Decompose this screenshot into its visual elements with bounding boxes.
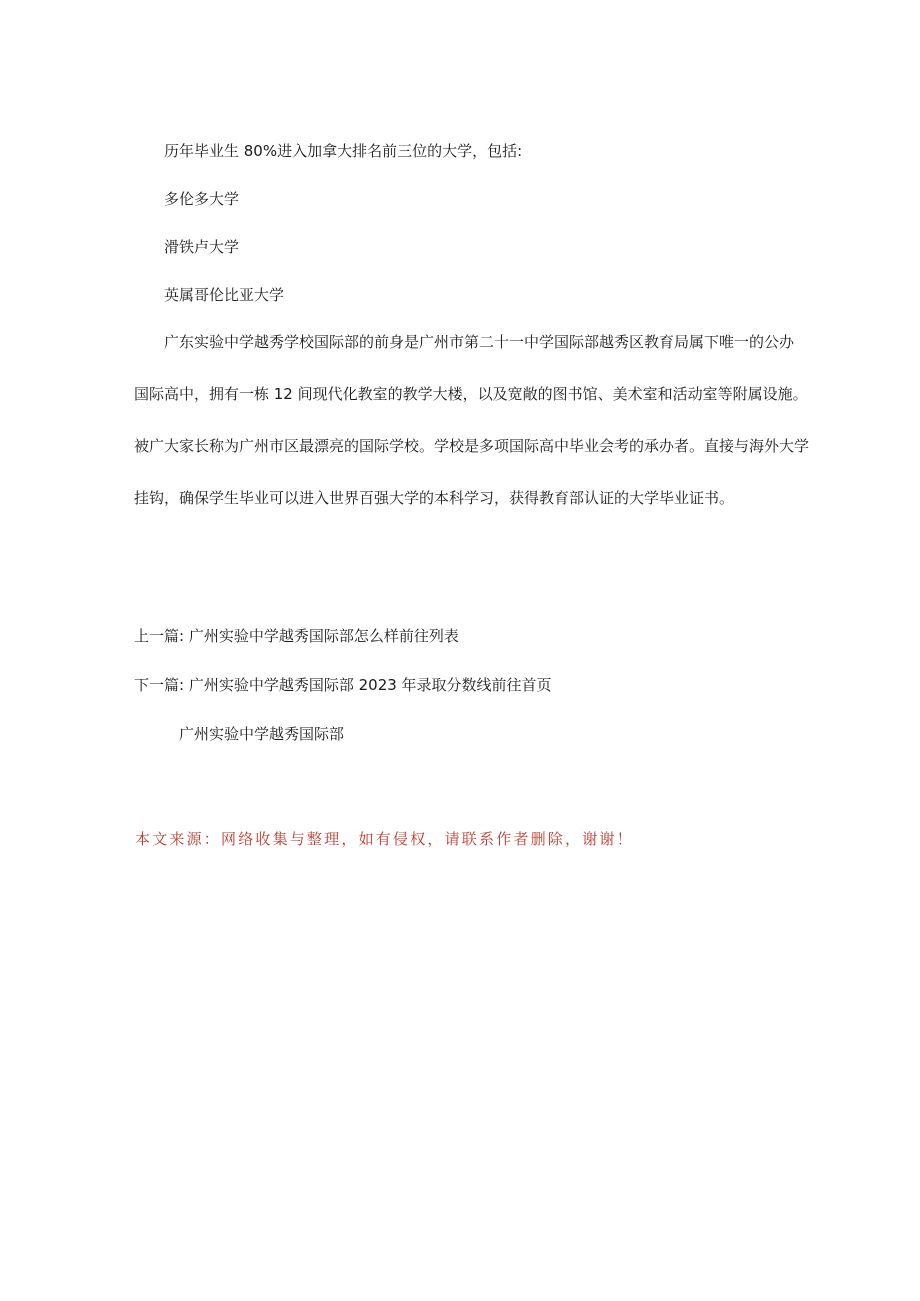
- school-description: [134, 332, 810, 540]
- description-line: 挂钩，确保学生毕业可以进入世界百强大学的本科学习，获得教育部认证的大学毕业证书。: [134, 489, 735, 507]
- intro-sentence: 历年毕业生 80%进入加拿大排名前三位的大学，包括:: [164, 142, 523, 160]
- description-line: 被广大家长称为广州市区最漂亮的国际学校。学校是多项国际高中毕业会考的承办者。直接与海外大学: [134, 437, 810, 455]
- university-item: 多伦多大学: [164, 190, 240, 208]
- description-line: 广东实验中学越秀学校国际部的前身是广州市第二十一中学国际部越秀区教育局属下唯一的公办: [164, 333, 795, 351]
- university-item: 英属哥伦比亚大学: [164, 286, 285, 304]
- footer-title: 广州实验中学越秀国际部: [179, 725, 345, 743]
- previous-label: 上一篇:: [134, 627, 185, 645]
- previous-article: [134, 626, 459, 646]
- previous-article-link[interactable]: 广州实验中学越秀国际部怎么样前往列表: [188, 627, 459, 645]
- university-item: 滑铁卢大学: [164, 238, 240, 256]
- next-article-link[interactable]: 广州实验中学越秀国际部 2023 年录取分数线前往首页: [188, 676, 552, 694]
- next-label: 下一篇:: [134, 676, 185, 694]
- description-line: 国际高中，拥有一栋 12 间现代化教室的教学大楼，以及宽敞的图书馆、美术室和活动室等附属设施。: [134, 385, 808, 403]
- source-note: 本文来源：网络收集与整理，如有侵权，请联系作者删除，谢谢！: [135, 830, 634, 848]
- next-article: [134, 675, 552, 695]
